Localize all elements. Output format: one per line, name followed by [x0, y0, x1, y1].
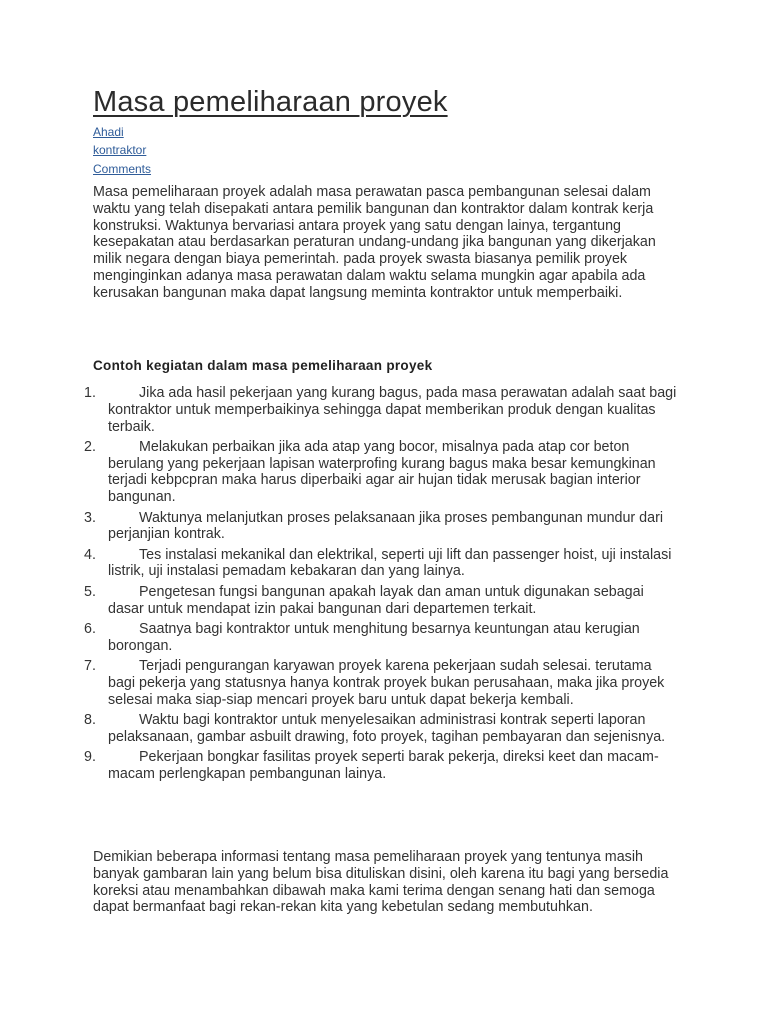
category-link[interactable]: kontraktor — [93, 143, 147, 157]
article-title: Masa pemeliharaan proyek — [93, 86, 448, 118]
list-item-number: 9. — [84, 748, 96, 765]
list-item-text: Saatnya bagi kontraktor untuk menghitung besarnya keuntungan atau kerugian borongan. — [108, 620, 640, 654]
activity-list — [0, 385, 768, 786]
list-item-text: Waktu bagi kontraktor untuk menyelesaikan administrasi kontrak seperti laporan pelaksanaan, gambar asbuilt drawing, foto proyek, tagihan pembayaran dan sejenisnya. — [108, 711, 666, 745]
comments-link[interactable]: Comments — [93, 162, 152, 176]
intro-paragraph: Masa pemeliharaan proyek adalah masa perawatan pasca pembangunan selesai dalam waktu yang telah disepakati antara pemilik bangunan dan kontraktor dalam kontrak kerja konstruksi. Waktunya bervariasi antara proyek yang satu dengan lainya, tergantung kesepakatan atau berdasarkan peraturan undang-undang jika bangunan yang dikerjakan milik negara dengan biaya pemerintah. pada proyek swasta biasanya pemilik proyek menginginkan adanya masa perawatan dalam waktu selama mungkin agar apabila ada kerusakan bangunan maka dapat langsung meminta kontraktor untuk memperbaiki. — [93, 184, 656, 301]
list-item — [0, 712, 678, 746]
author-link[interactable]: Ahadi — [93, 125, 124, 139]
list-item — [0, 439, 678, 506]
list-item-number: 4. — [84, 546, 96, 563]
list-item-text: Melakukan perbaikan jika ada atap yang bocor, misalnya pada atap cor beton berulang yang pekerjaan lapisan waterprofing kurang bagus maka besar kemungkinan terjadi kebpcpran maka harus diperbaiki agar air hujan tidak merusak bagian interior bangunan. — [108, 438, 656, 506]
list-item-text: Jika ada hasil pekerjaan yang kurang bagus, pada masa perawatan adalah saat bagi kontraktor untuk memperbaikinya sehingga dapat memberikan produk dengan kualitas terbaik. — [108, 385, 677, 435]
list-item-text: Waktunya melanjutkan proses pelaksanaan jika proses pembangunan mundur dari perjanjian kontrak. — [108, 509, 664, 543]
list-item-text: Terjadi pengurangan karyawan proyek karena pekerjaan sudah selesai. terutama bagi pekerja yang statusnya hanya kontrak proyek bukan perusahaan, maka jika proyek selesai maka siap-siap mencari proyek baru untuk dapat bekerja kembali. — [108, 657, 665, 708]
list-item — [0, 510, 678, 544]
list-item — [0, 658, 678, 708]
list-item-text: Pengetesan fungsi bangunan apakah layak dan aman untuk digunakan sebagai dasar untuk mendapat izin pakai bangunan dari departemen terkait. — [108, 583, 644, 617]
list-item-number: 1. — [84, 385, 96, 401]
list-item-text: Pekerjaan bongkar fasilitas proyek seperti barak pekerja, direksi keet dan macam-macam perlengkapan pembangunan lainya. — [108, 748, 659, 782]
section-heading: Contoh kegiatan dalam masa pemeliharaan proyek — [93, 358, 433, 373]
list-item — [0, 385, 678, 435]
list-item-text: Tes instalasi mekanikal dan elektrikal, seperti uji lift dan passenger hoist, uji instalasi listrik, uji instalasi pemadam kebakaran dan yang lainya. — [108, 546, 672, 580]
list-item — [0, 584, 678, 618]
list-item-number: 8. — [84, 711, 96, 728]
list-item-number: 5. — [84, 583, 96, 600]
list-item — [0, 547, 678, 581]
list-item — [0, 749, 678, 783]
list-item-number: 2. — [84, 438, 96, 455]
list-item-number: 6. — [84, 620, 96, 637]
list-item-number: 7. — [84, 657, 96, 674]
list-item-number: 3. — [84, 509, 96, 526]
closing-paragraph: Demikian beberapa informasi tentang masa pemeliharaan proyek yang tentunya masih banyak gambaran lain yang belum bisa dituliskan disini, oleh karena itu bagi yang bersedia koreksi atau menambahkan dibawah maka kami terima dengan senang hati dan semoga dapat bermanfaat bagi rekan-rekan kita yang kebetulan sedang membutuhkan. — [93, 849, 669, 916]
list-item — [0, 621, 678, 655]
